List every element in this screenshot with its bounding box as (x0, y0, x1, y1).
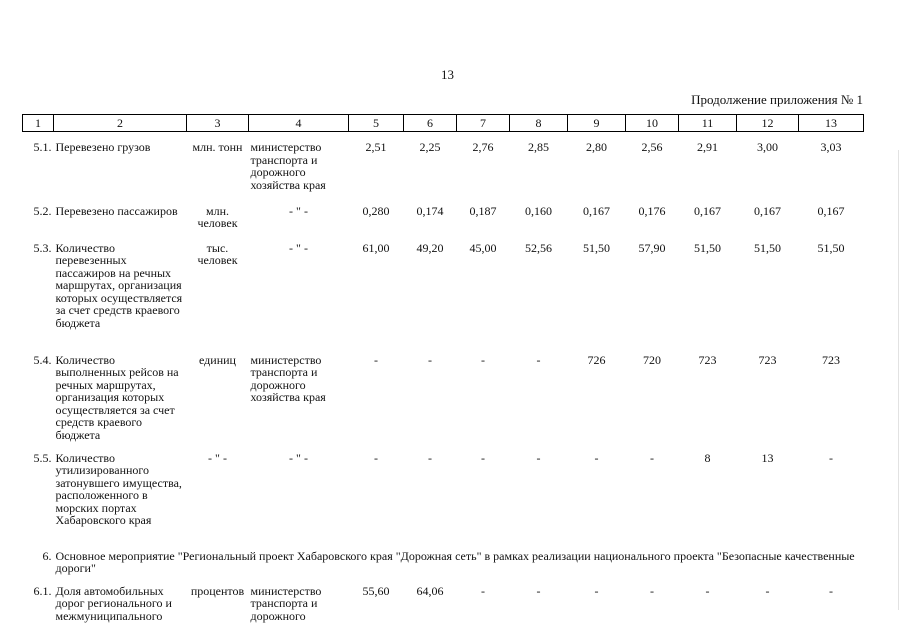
header-cell: 6 (404, 115, 457, 132)
unit-cell: процентов (190, 583, 245, 598)
value-cell: 723 (758, 352, 777, 367)
value-cell: - (650, 583, 654, 598)
value-cell: - (594, 583, 599, 598)
value-cell: 2,76 (472, 140, 494, 154)
row-number: 5.2. (33, 203, 52, 218)
value-cell: 13 (761, 450, 774, 465)
section-row (23, 550, 864, 585)
unit-cell: млн. человек (197, 203, 238, 230)
continuation-label: Продолжение приложения № 1 (691, 92, 863, 107)
value-cell: - (536, 583, 541, 598)
header-cell: 13 (799, 115, 864, 132)
department-cell: - " - (289, 203, 308, 218)
value-cell: 723 (822, 352, 840, 367)
value-cell: - (374, 450, 378, 465)
value-cell: 0,167 (583, 203, 610, 218)
page-number: 13 (441, 67, 454, 82)
value-cell: - (428, 450, 432, 465)
row-number: 5.3. (33, 240, 52, 255)
value-cell: 55,60 (362, 583, 390, 598)
indicators-table (22, 114, 864, 625)
value-cell: 57,90 (638, 240, 666, 255)
value-cell: 0,160 (525, 203, 552, 218)
value-cell: 0,167 (754, 203, 781, 218)
unit-cell: единиц (199, 352, 236, 367)
value-cell: 0,280 (362, 203, 390, 218)
header-cell: 4 (249, 115, 349, 132)
section-title: Основное мероприятие "Региональный проект Хабаровского края "Дорожная сеть" в рамках реализации национального проекта "Безопасные качественные дороги" (55, 548, 855, 575)
value-cell: - (705, 583, 710, 598)
department-cell: - " - (289, 450, 308, 465)
value-cell: 0,167 (817, 203, 845, 218)
header-cell: 7 (457, 115, 510, 132)
table-row (23, 205, 864, 242)
section-number: 6. (42, 548, 52, 563)
department-cell: министерство транспорта и дорожного (250, 583, 322, 623)
indicator-name: Перевезено пассажиров (55, 203, 178, 218)
value-cell: - (829, 583, 833, 598)
value-cell: 0,187 (469, 203, 497, 218)
value-cell: 726 (587, 352, 606, 367)
row-number: 5.1. (33, 140, 52, 154)
indicator-name: Количество выполненных рейсов на речных маршрутах, организация которых осуществляется за счет средств краевого бюджета (55, 352, 179, 442)
value-cell: - (765, 583, 770, 598)
value-cell: - (536, 450, 541, 465)
header-row (23, 115, 864, 132)
value-cell: - (594, 450, 599, 465)
indicator-name: Количество утилизированного затонувшего имущества, расположенного в морских портах Хабаровского края (55, 450, 182, 527)
value-cell: 45,00 (469, 240, 497, 255)
table-row (23, 585, 864, 625)
value-cell: 2,85 (528, 140, 549, 154)
value-cell: 3,03 (820, 140, 842, 154)
value-cell: - (481, 583, 485, 598)
indicator-name: Количество перевезенных пассажиров на речных маршрутах, организация которых осуществляется за счет средств краевого бюджета (55, 240, 183, 330)
indicator-name: Доля автомобильных дорог регионального и межмуниципального (55, 583, 172, 623)
value-cell: 64,06 (416, 583, 444, 598)
value-cell: - (481, 450, 485, 465)
value-cell: 0,174 (416, 203, 444, 218)
row-number: 5.4. (33, 352, 52, 367)
header-cell: 1 (23, 115, 54, 132)
unit-cell: тыс. человек (197, 240, 238, 267)
header-cell: 2 (54, 115, 187, 132)
value-cell: - (829, 450, 833, 465)
value-cell: - (536, 352, 541, 367)
value-cell: - (481, 352, 485, 367)
value-cell: 2,80 (586, 140, 607, 154)
value-cell: - (650, 450, 654, 465)
scan-edge-line (898, 150, 899, 610)
value-cell: 51,50 (583, 240, 610, 255)
unit-cell: - " - (208, 450, 227, 465)
department-cell: - " - (289, 240, 308, 255)
table-row (23, 242, 864, 354)
header-cell: 8 (510, 115, 568, 132)
value-cell: 2,91 (697, 140, 718, 154)
header-cell: 12 (737, 115, 799, 132)
value-cell: 2,51 (365, 140, 387, 154)
value-cell: 2,25 (419, 140, 441, 154)
value-cell: 51,50 (817, 240, 845, 255)
value-cell: 3,00 (757, 140, 778, 154)
value-cell: 723 (698, 352, 717, 367)
header-cell: 5 (349, 115, 404, 132)
table-row (23, 132, 864, 205)
indicator-name: Перевезено грузов (55, 140, 151, 154)
header-cell: 10 (626, 115, 679, 132)
value-cell: - (374, 352, 378, 367)
unit-cell: млн. тонн (192, 140, 243, 154)
value-cell: 0,176 (638, 203, 666, 218)
value-cell: 61,00 (362, 240, 390, 255)
value-cell: 720 (643, 352, 661, 367)
value-cell: 49,20 (416, 240, 444, 255)
value-cell: 51,50 (754, 240, 781, 255)
table-row (23, 354, 864, 452)
table-row (23, 452, 864, 550)
value-cell: 2,56 (641, 140, 663, 154)
row-number: 6.1. (33, 583, 52, 598)
value-cell: 8 (704, 450, 711, 465)
department-cell: министерство транспорта и дорожного хозяйства края (250, 352, 326, 404)
value-cell: - (428, 352, 432, 367)
value-cell: 52,56 (525, 240, 552, 255)
value-cell: 0,167 (694, 203, 721, 218)
value-cell: 51,50 (694, 240, 721, 255)
header-cell: 11 (679, 115, 737, 132)
row-number: 5.5. (33, 450, 52, 465)
header-cell: 3 (187, 115, 249, 132)
department-cell: министерство транспорта и дорожного хозяйства края (250, 140, 326, 192)
header-cell: 9 (568, 115, 626, 132)
